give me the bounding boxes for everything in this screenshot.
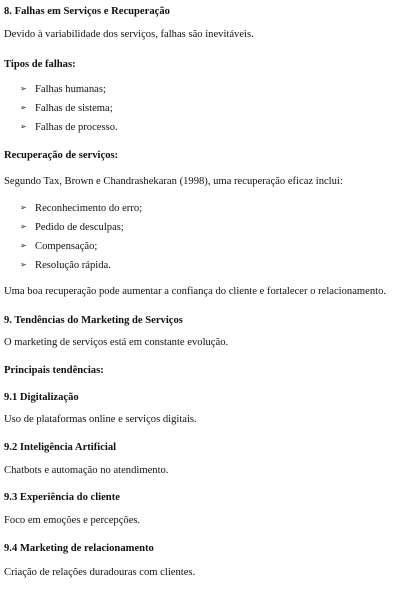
list-item-text: Resolução rápida. xyxy=(35,260,111,271)
list-item-text: Falhas de processo. xyxy=(35,122,118,133)
failure-types-heading: Tipos de falhas: xyxy=(4,59,76,70)
section-9-intro: O marketing de serviços está em constante evolução. xyxy=(4,337,229,348)
trend-text: Criação de relações duradouras com clientes. xyxy=(4,567,196,578)
arrowhead-bullet-icon: ➢ xyxy=(20,203,27,212)
recovery-intro: Segundo Tax, Brown e Chandrashekaran (1998), uma recuperação eficaz inclui: xyxy=(4,176,343,187)
recovery-conclusion: Uma boa recuperação pode aumentar a confiança do cliente e fortalecer o relacionamento. xyxy=(4,286,387,297)
trend-title: 9.3 Experiência do cliente xyxy=(4,492,120,503)
list-item-text: Reconhecimento do erro; xyxy=(35,203,143,214)
section-8-heading: 8. Falhas em Serviços e Recuperação xyxy=(4,6,170,17)
list-item-text: Compensação; xyxy=(35,241,98,252)
arrowhead-bullet-icon: ➢ xyxy=(20,241,27,250)
list-item xyxy=(20,120,118,134)
arrowhead-bullet-icon: ➢ xyxy=(20,103,27,112)
list-item xyxy=(20,258,111,272)
arrowhead-bullet-icon: ➢ xyxy=(20,122,27,131)
trend-title: 9.4 Marketing de relacionamento xyxy=(4,543,154,554)
arrowhead-bullet-icon: ➢ xyxy=(20,260,27,269)
list-item xyxy=(20,220,124,234)
section-8-intro: Devido à variabilidade dos serviços, falhas são inevitáveis. xyxy=(4,29,254,40)
trend-title: 9.1 Digitalização xyxy=(4,392,79,403)
service-recovery-heading: Recuperação de serviços: xyxy=(4,150,119,161)
list-item xyxy=(20,82,106,96)
trend-text: Foco em emoções e percepções. xyxy=(4,515,141,526)
arrowhead-bullet-icon: ➢ xyxy=(20,84,27,93)
list-item-text: Falhas humanas; xyxy=(35,84,106,95)
arrowhead-bullet-icon: ➢ xyxy=(20,222,27,231)
trend-title: 9.2 Inteligência Artificial xyxy=(4,442,117,453)
list-item-text: Pedido de desculpas; xyxy=(35,222,124,233)
list-item xyxy=(20,101,113,115)
section-9-heading: 9. Tendências do Marketing de Serviços xyxy=(4,315,183,326)
trend-text: Uso de plataformas online e serviços digitais. xyxy=(4,414,197,425)
list-item-text: Falhas de sistema; xyxy=(35,103,113,114)
list-item xyxy=(20,201,142,215)
trend-text: Chatbots e automação no atendimento. xyxy=(4,465,169,476)
list-item xyxy=(20,239,97,253)
main-trends-heading: Principais tendências: xyxy=(4,365,104,376)
